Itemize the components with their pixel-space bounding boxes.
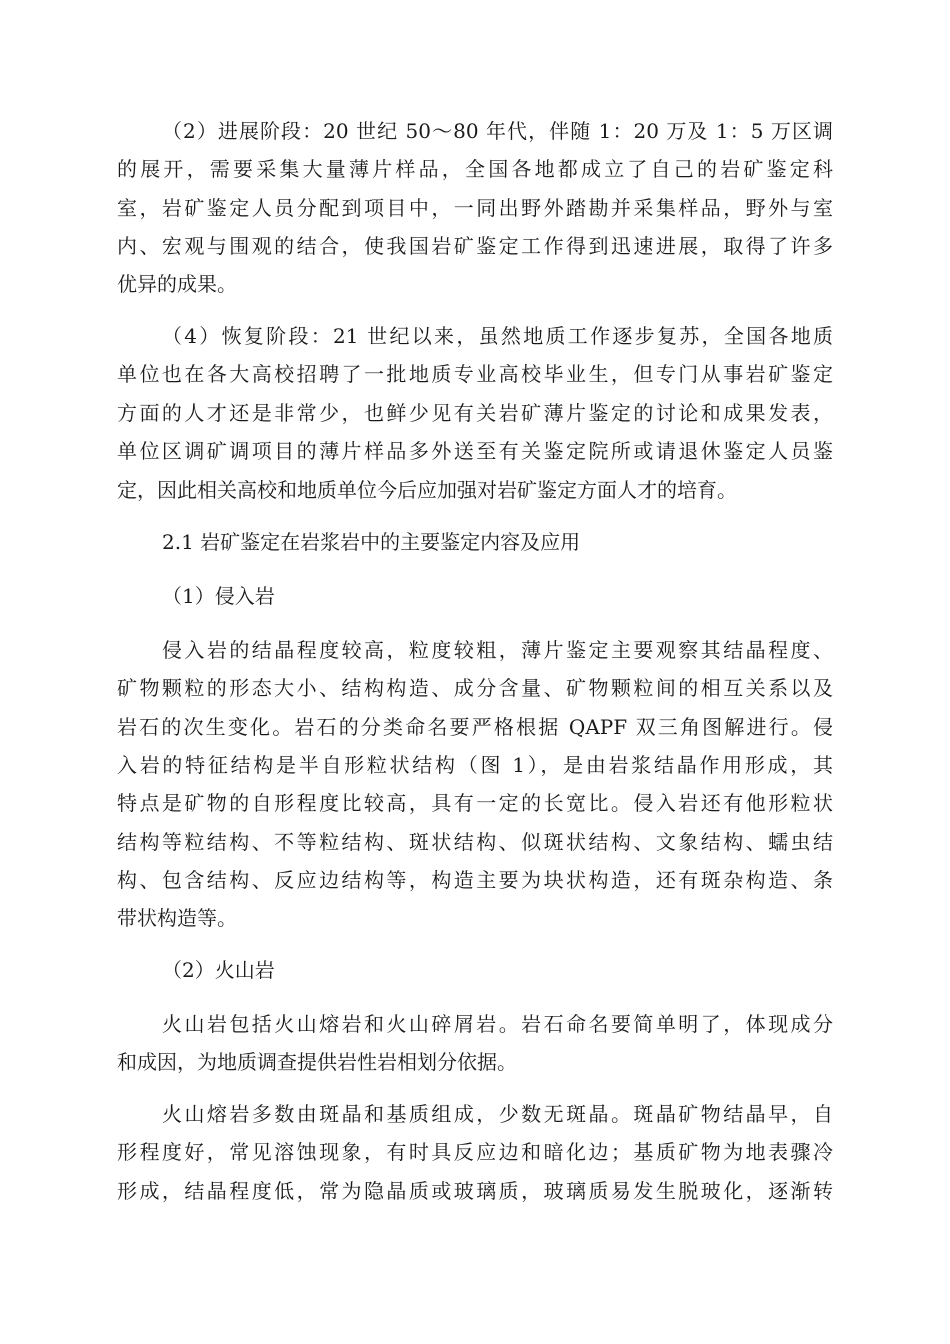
text-line: 侵入岩的结晶程度较高，粒度较粗，薄片鉴定主要观察其结晶程度、 xyxy=(162,638,833,662)
text-line: 单位也在各大高校招聘了一批地质专业高校毕业生，但专门从事岩矿鉴定 xyxy=(117,362,833,386)
text-line: 和成因，为地质调查提供岩性岩相划分依据。 xyxy=(117,1050,517,1074)
text-line: 入岩的特征结构是半自形粒状结构（图 1），是由岩浆结晶作用形成，其 xyxy=(117,753,833,777)
text-line: 特点是矿物的自形程度比较高，具有一定的长宽比。侵入岩还有他形粒状 xyxy=(117,791,833,815)
text-line: 火山岩包括火山熔岩和火山碎屑岩。岩石命名要简单明了，体现成分 xyxy=(162,1012,833,1036)
text-line: 形程度好，常见溶蚀现象，有时具反应边和暗化边；基质矿物为地表骤冷 xyxy=(117,1140,833,1164)
text-line: 内、宏观与围观的结合，使我国岩矿鉴定工作得到迅速进展，取得了许多 xyxy=(117,234,833,258)
subsection-heading: （1）侵入岩 xyxy=(162,584,275,608)
text-line: 构、包含结构、反应边结构等，构造主要为块状构造，还有斑杂构造、条 xyxy=(117,868,833,892)
text-line: 带状构造等。 xyxy=(117,906,237,930)
text-line: 岩石的次生变化。岩石的分类命名要严格根据 QAPF 双三角图解进行。侵 xyxy=(117,715,833,739)
text-line: 方面的人才还是非常少，也鲜少见有关岩矿薄片鉴定的讨论和成果发表， xyxy=(117,401,833,425)
text-line: 矿物颗粒的形态大小、结构构造、成分含量、矿物颗粒间的相互关系以及 xyxy=(117,676,833,700)
subsection-heading: （2）火山岩 xyxy=(162,958,275,982)
text-line: （2）进展阶段：20 世纪 50～80 年代，伴随 1：20 万及 1：5 万区调 xyxy=(162,119,833,143)
text-line: 形成，结晶程度低，常为隐晶质或玻璃质，玻璃质易发生脱玻化，逐渐转 xyxy=(117,1179,833,1203)
text-line: 优异的成果。 xyxy=(117,272,237,296)
text-line: 火山熔岩多数由斑晶和基质组成，少数无斑晶。斑晶矿物结晶早，自 xyxy=(162,1102,833,1126)
section-heading: 2.1 岩矿鉴定在岩浆岩中的主要鉴定内容及应用 xyxy=(162,530,581,554)
text-line: 室，岩矿鉴定人员分配到项目中，一同出野外踏勘并采集样品，野外与室 xyxy=(117,196,833,220)
text-line: 结构等粒结构、不等粒结构、斑状结构、似斑状结构、文象结构、蠕虫结 xyxy=(117,830,833,854)
text-line: 单位区调矿调项目的薄片样品多外送至有关鉴定院所或请退休鉴定人员鉴 xyxy=(117,439,833,463)
text-line: （4）恢复阶段：21 世纪以来，虽然地质工作逐步复苏，全国各地质 xyxy=(162,324,833,348)
text-line: 定，因此相关高校和地质单位今后应加强对岩矿鉴定方面人才的培育。 xyxy=(117,478,737,502)
text-line: 的展开，需要采集大量薄片样品，全国各地都成立了自己的岩矿鉴定科 xyxy=(117,157,833,181)
